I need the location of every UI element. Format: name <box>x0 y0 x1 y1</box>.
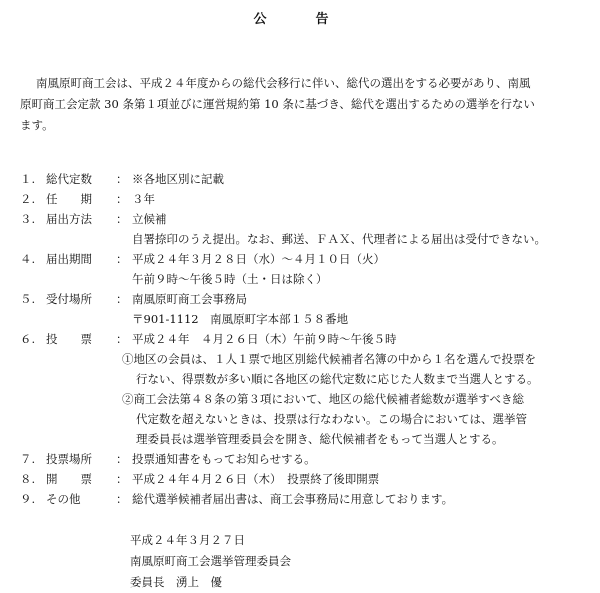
item-voting-place <box>20 449 590 469</box>
item-colon: ： <box>116 292 128 306</box>
item-value: 南風原町商工会事務局 <box>132 292 247 306</box>
item-colon: ： <box>116 492 128 506</box>
item-label: 届出期間 <box>46 252 92 266</box>
filing-period-hours: 午前９時～午後５時（土・日は除く） <box>132 272 328 286</box>
item-number: ９. <box>20 492 36 506</box>
item-filing-period <box>20 249 590 269</box>
item-label: 受付場所 <box>46 292 92 306</box>
item-label: 届出方法 <box>46 212 92 226</box>
item-label: 任 期 <box>46 192 92 206</box>
item-value: 総代選挙候補者届出書は、商工会事務局に用意しております。 <box>132 492 454 506</box>
item-colon: ： <box>116 192 128 206</box>
filing-method-detail: 自署捺印のうえ提出。なお、郵送、ＦＡＸ、代理者による届出は受付できない。 <box>132 232 546 246</box>
intro-line: 南風原町商工会は、平成２４年度からの総代会移行に伴い、総代の選出をする必要があり、南風 <box>36 76 531 90</box>
item-value: 平成２４年 ４月２６日（木）午前９時～午後５時 <box>132 332 397 346</box>
item-number: １. <box>20 172 36 186</box>
item-quota <box>20 169 590 189</box>
item-colon: ： <box>116 452 128 466</box>
reception-address: 〒901-1112 南風原町字本部１５８番地 <box>132 312 349 326</box>
intro-line: ます。 <box>20 118 54 132</box>
footer-date: 平成２４年３月２７日 <box>130 533 245 547</box>
footer-signature <box>130 530 291 593</box>
item-value: ※各地区別に記載 <box>132 172 224 186</box>
footer-organization: 南風原町商工会選挙管理委員会 <box>130 554 291 568</box>
voting-note-2-cont: 理委員長は選挙管理委員会を開き、総代候補者をもって当選人とする。 <box>136 432 504 446</box>
item-number: ４. <box>20 252 36 266</box>
item-term <box>20 189 590 209</box>
item-number: ７. <box>20 452 36 466</box>
voting-note-2: ②商工会法第４８条の第３項において、地区の総代候補者総数が選挙すべき総 <box>122 392 525 406</box>
item-number: ８. <box>20 472 36 486</box>
item-label: その他 <box>46 492 81 506</box>
item-label: 投 票 <box>46 332 92 346</box>
item-colon: ： <box>116 252 128 266</box>
item-value: 平成２４年３月２８日（水）～４月１０日（火） <box>132 252 385 266</box>
item-number: ３. <box>20 212 36 226</box>
item-value: 平成２４年４月２６日（木） 投票終了後即開票 <box>132 472 380 486</box>
intro-paragraph <box>20 73 576 136</box>
footer-chair: 委員長 湧上 優 <box>130 575 222 589</box>
item-number: ５. <box>20 292 36 306</box>
item-colon: ： <box>116 212 128 226</box>
item-label: 投票場所 <box>46 452 92 466</box>
item-colon: ： <box>116 472 128 486</box>
voting-note-1: ①地区の会員は、１人１票で地区別総代候補者名簿の中から１名を選んで投票を <box>122 352 536 366</box>
item-filing-method <box>20 209 590 229</box>
item-number: ２. <box>20 192 36 206</box>
item-colon: ： <box>116 172 128 186</box>
item-colon: ： <box>116 332 128 346</box>
voting-note-2-cont: 代定数を超えないときは、投票は行なわない。この場合においては、選挙管 <box>136 412 527 426</box>
item-other <box>20 489 590 509</box>
voting-note-1-cont: 行ない、得票数が多い順に各地区の総代定数に応じた人数まで当選人とする。 <box>136 372 539 386</box>
item-voting <box>20 329 590 349</box>
item-value: 投票通知書をもってお知らせする。 <box>132 452 316 466</box>
item-value: 立候補 <box>132 212 167 226</box>
notice-title: 公 告 <box>253 12 347 27</box>
item-counting <box>20 469 590 489</box>
item-label: 開 票 <box>46 472 92 486</box>
item-number: ６. <box>20 332 36 346</box>
item-value: ３年 <box>132 192 155 206</box>
item-reception <box>20 289 590 309</box>
item-label: 総代定数 <box>46 172 92 186</box>
intro-line: 原町商工会定款 30 条第１項並びに運営規約第 10 条に基づき、総代を選出するための選挙を行ない <box>20 97 535 111</box>
